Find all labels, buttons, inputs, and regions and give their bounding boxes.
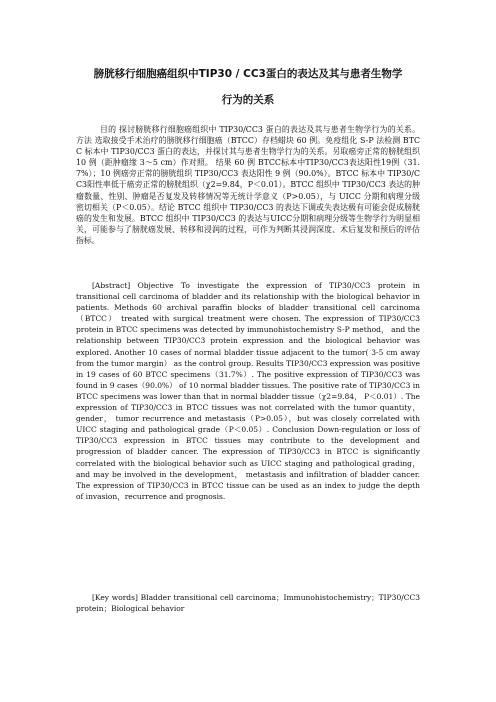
- abstract-chinese: 目的 探讨膀胱移行细胞癌组织中 TIP30/CC3 蛋白的表达及其与患者生物学行为的关系。 方法 选取接受手术治疗的膀胱移行细胞癌（BTCC）存档蜡块 60 例。免疫组化 S-P 法检测 BTCC 标本中 TIP30/CC3 蛋白的表达，并探讨其与患者生物学行为的关系。另取癌旁正常的膀胱组织 10 例（距肿瘤缘 3～5 cm）作对照。 结果 60 例 BTCC标本中TIP30/CC3表达阳性19例（31.7%）；10 例癌旁正常的膀胱组织 TIP30/CC3 表达阳性 9 例（90.0%）。BTCC 标本中 TIP30/CC3阳性率低于癌旁正常的膀胱组织（χ2=9.84，P＜0.01）。BTCC 组织中 TIP30/CC3 表达的肿瘤数量、性别、肿瘤是否复发及转移情况等无统计学意义（P>0.05），与 UICC 分期和病理分级密切相关（P＜0.05）。结论 BTCC 组织中 TIP30/CC3 的表达下调或失表达极有可能会促成膀胱癌的发生和发展。BTCC 组织中 TIP30/CC3 的表达与UICC分期和病理分级等生物学行为明显相关，可能参与了膀胱癌发展、转移和浸润的过程，可作为判断其浸润深度、术后复发和预后的评估指标。: [76, 125, 420, 245]
- keywords-english: [Key words] Bladder transitional cell carcinoma；Immunohistochemistry；TIP30/CC3 protein；Biological behavior: [76, 593, 420, 614]
- abstract-english: [Abstract] Objective To investigate the expression of TIP30/CC3 protein in transitional cell carcinoma of bladder and its relationship with the biological behavior in patients. Methods 60 archival paraffin blocks of bladder transitional cell carcinoma（BTCC） treated with surgical treatment were chosen. The expression of TIP30/CC3 protein in BTCC specimens was detected by immunohistochemistry S-P method， and the relationship between TIP30/CC3 protein expression and the biological behavior was explored. Another 10 cases of normal bladder tissue adjacent to the tumor( 3-5 cm away from the tumor margin） as the control group. Results TIP30/CC3 expression was positive in 19 cases of 60 BTCC specimens（31.7%）. The positive expression of TIP30/CC3 was found in 9 cases（90.0%） of 10 normal bladder tissues. The positive rate of TIP30/CC3 in BTCC specimens was lower than that in normal bladder tissue（χ2=9.84， P＜0.01）. The expression of TIP30/CC3 in BTCC tissues was not correlated with the tumor quantity， gender， tumor recurrence and metastasis（P>0.05），but was closely correlated with UICC staging and pathological grade（P＜0.05）. Conclusion Down-regulation or loss of TIP30/CC3 expression in BTCC tissues may contribute to the development and progression of bladder cancer. The expression of TIP30/CC3 in BTCC is significantly correlated with the biological behavior such as UICC staging and pathological grading， and may be involved in the development， metastasis and infiltration of bladder cancer. The expression of TIP30/CC3 in BTCC tissue can be used as an index to judge the depth of invasion，recurrence and prognosis.: [76, 281, 420, 501]
- paper-title-line-2: 行为的关系: [221, 94, 275, 106]
- paper-title-line-1: 膀胱移行细胞癌组织中TIP30 / CC3蛋白的表达及其与患者生物学: [93, 68, 403, 80]
